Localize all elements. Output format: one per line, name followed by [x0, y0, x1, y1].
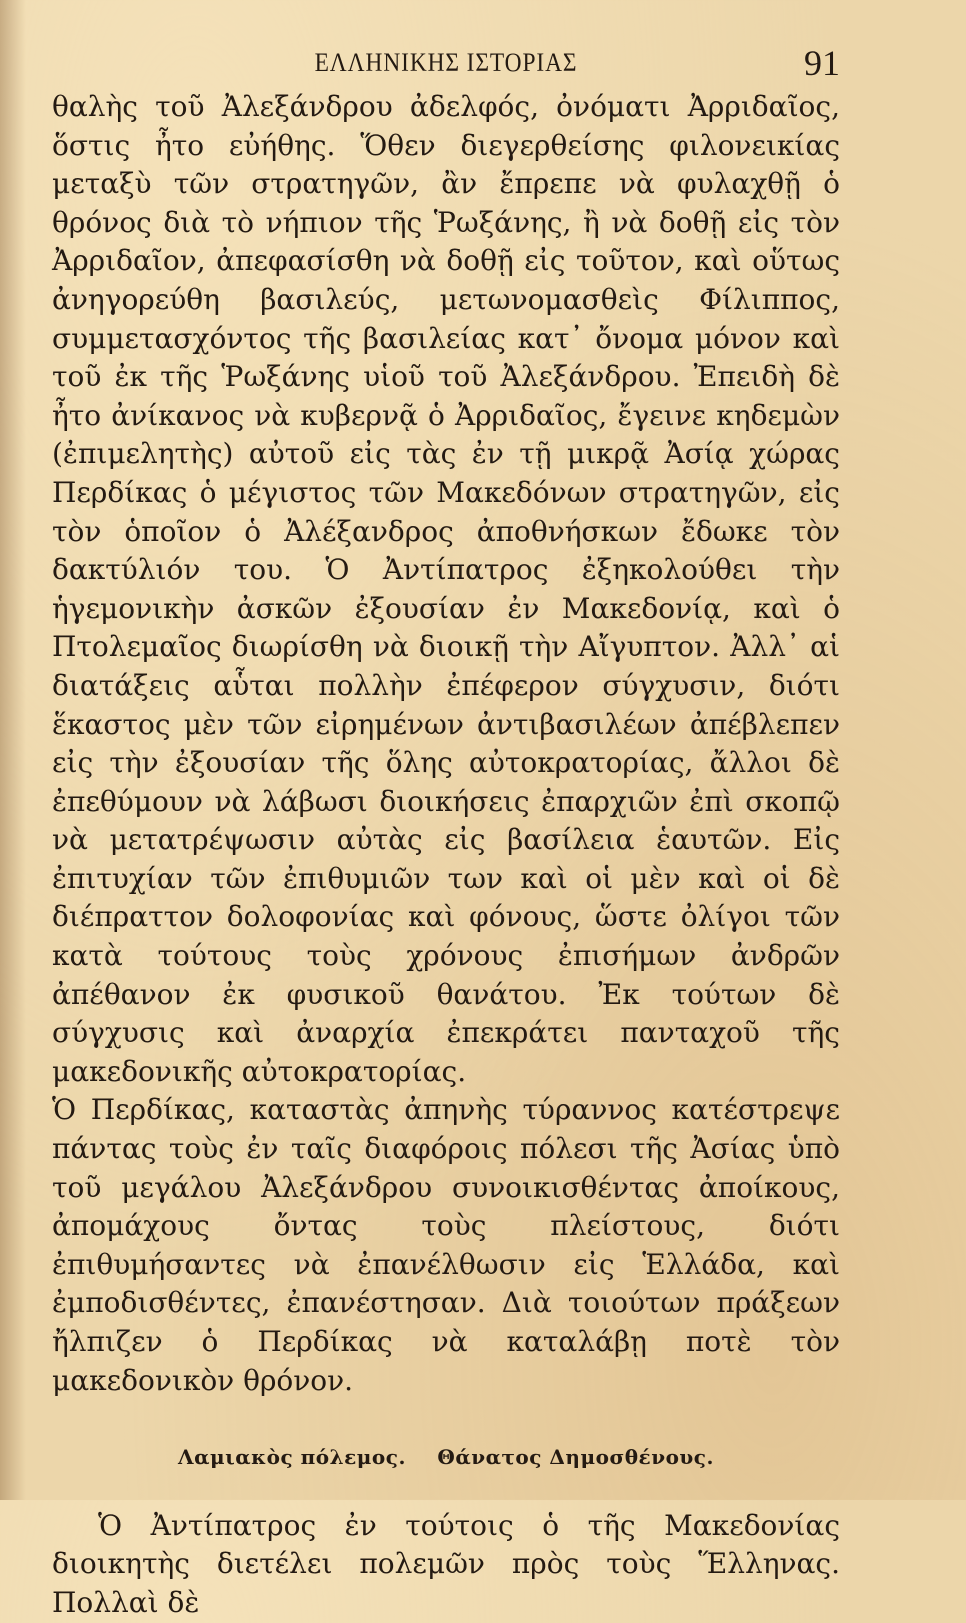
section-heading [52, 1438, 840, 1477]
running-title: ΕΛΛΗΝΙΚΗΣ ΙΣΤΟΡΙΑΣ [314, 48, 578, 77]
running-head [52, 40, 840, 88]
book-page [52, 40, 840, 1623]
page-number: 91 [804, 43, 840, 83]
paragraph-2: Ὁ Περδίκας, καταστὰς ἀπηνὴς τύραννος κατέστρεψε πάντας τοὺς ἐν ταῖς διαφόροις πόλεσι τῆς Ἀσίας ὑπὸ τοῦ μεγάλου Ἀλεξάνδρου συνοικισθέντας ἀποίκους, ἀπομάχους ὄντας τοὺς πλείστους, διότι ἐπιθυμήσαντες νὰ ἐπανέλθωσιν εἰς Ἑλλάδα, καὶ ἐμποδισθέντες, ἐπανέστησαν. Διὰ τοιούτων πράξεων ἤλπιζεν ὁ Περδίκας νὰ καταλάβῃ ποτὲ τὸν μακεδονικὸν θρόνον. [52, 1093, 840, 1397]
paragraph-3: Ὁ Ἀντίπατρος ἐν τούτοις ὁ τῆς Μακεδονίας διοικητὴς διετέλει πολεμῶν πρὸς τοὺς Ἕλληνας. Πολλαὶ δὲ [52, 1508, 840, 1619]
section-heading-lamian-war: Λαμιακὸς πόλεμος. [178, 1445, 406, 1470]
paragraph-1: θαλὴς τοῦ Ἀλεξάνδρου ἀδελφός, ὀνόματι Ἀρριδαῖος, ὅστις ἦτο εὐήθης. Ὅθεν διεγερθείσης φιλονεικίας μεταξὺ τῶν στρατηγῶν, ἂν ἔπρεπε νὰ φυλαχθῇ ὁ θρόνος διὰ τὸ νήπιον τῆς Ῥωξάνης, ἢ νὰ δοθῇ εἰς τὸν Ἀρριδαῖον, ἀπεφασίσθη νὰ δοθῇ εἰς τοῦτον, καὶ οὕτως ἀνηγορεύθη βασιλεύς, μετωνομασθεὶς Φίλιππος, συμμετασχόντος τῆς βασιλείας κατ᾽ ὄνομα μόνον καὶ τοῦ ἐκ τῆς Ῥωξάνης υἱοῦ τοῦ Ἀλεξάνδρου. Ἐπειδὴ δὲ ἦτο ἀνίκανος νὰ κυβερνᾷ ὁ Ἀρριδαῖος, ἔγεινε κηδεμὼν (ἐπιμελητὴς) αὐτοῦ εἰς τὰς ἐν τῇ μικρᾷ Ἀσίᾳ χώρας Περδίκας ὁ μέγιστος τῶν Μακεδόνων στρατηγῶν, εἰς τὸν ὁποῖον ὁ Ἀλέξανδρος ἀποθνήσκων ἔδωκε τὸν δακτύλιόν του. Ὁ Ἀντίπατρος ἐξηκολούθει τὴν ἡγεμονικὴν ἀσκῶν ἐξουσίαν ἐν Μακεδονίᾳ, καὶ ὁ Πτολεμαῖος διωρίσθη νὰ διοικῇ τὴν Αἴγυπτον. Ἀλλ᾽ αἱ διατάξεις αὗται πολλὴν ἐπέφερον σύγχυσιν, διότι ἕκαστος μὲν τῶν εἰρημένων ἀντιβασιλέων ἀπέβλεπεν εἰς τὴν ἐξουσίαν τῆς ὅλης αὐτοκρατορίας, ἄλλοι δὲ ἐπεθύμουν νὰ λάβωσι διοικήσεις ἐπαρχιῶν ἐπὶ σκοπῷ νὰ μετατρέψωσιν αὐτὰς εἰς βασίλεια ἑαυτῶν. Εἰς ἐπιτυχίαν τῶν ἐπιθυμιῶν των καὶ οἱ μὲν καὶ οἱ δὲ διέπραττον δολοφονίας καὶ φόνους, ὥστε ὀλίγοι τῶν κατὰ τούτους τοὺς χρόνους ἐπισήμων ἀνδρῶν ἀπέθανον ἐκ φυσικοῦ θανάτου. Ἐκ τούτων δὲ σύγχυσις καὶ ἀναρχία ἐπεκράτει πανταχοῦ τῆς μακεδονικῆς αὐτοκρατορίας. [52, 90, 840, 1088]
book-spine-shadow [0, 0, 26, 1500]
section-heading-death-of-demosthenes: Θάνατος Δημοσθένους. [437, 1445, 714, 1470]
body-text [52, 88, 840, 1623]
